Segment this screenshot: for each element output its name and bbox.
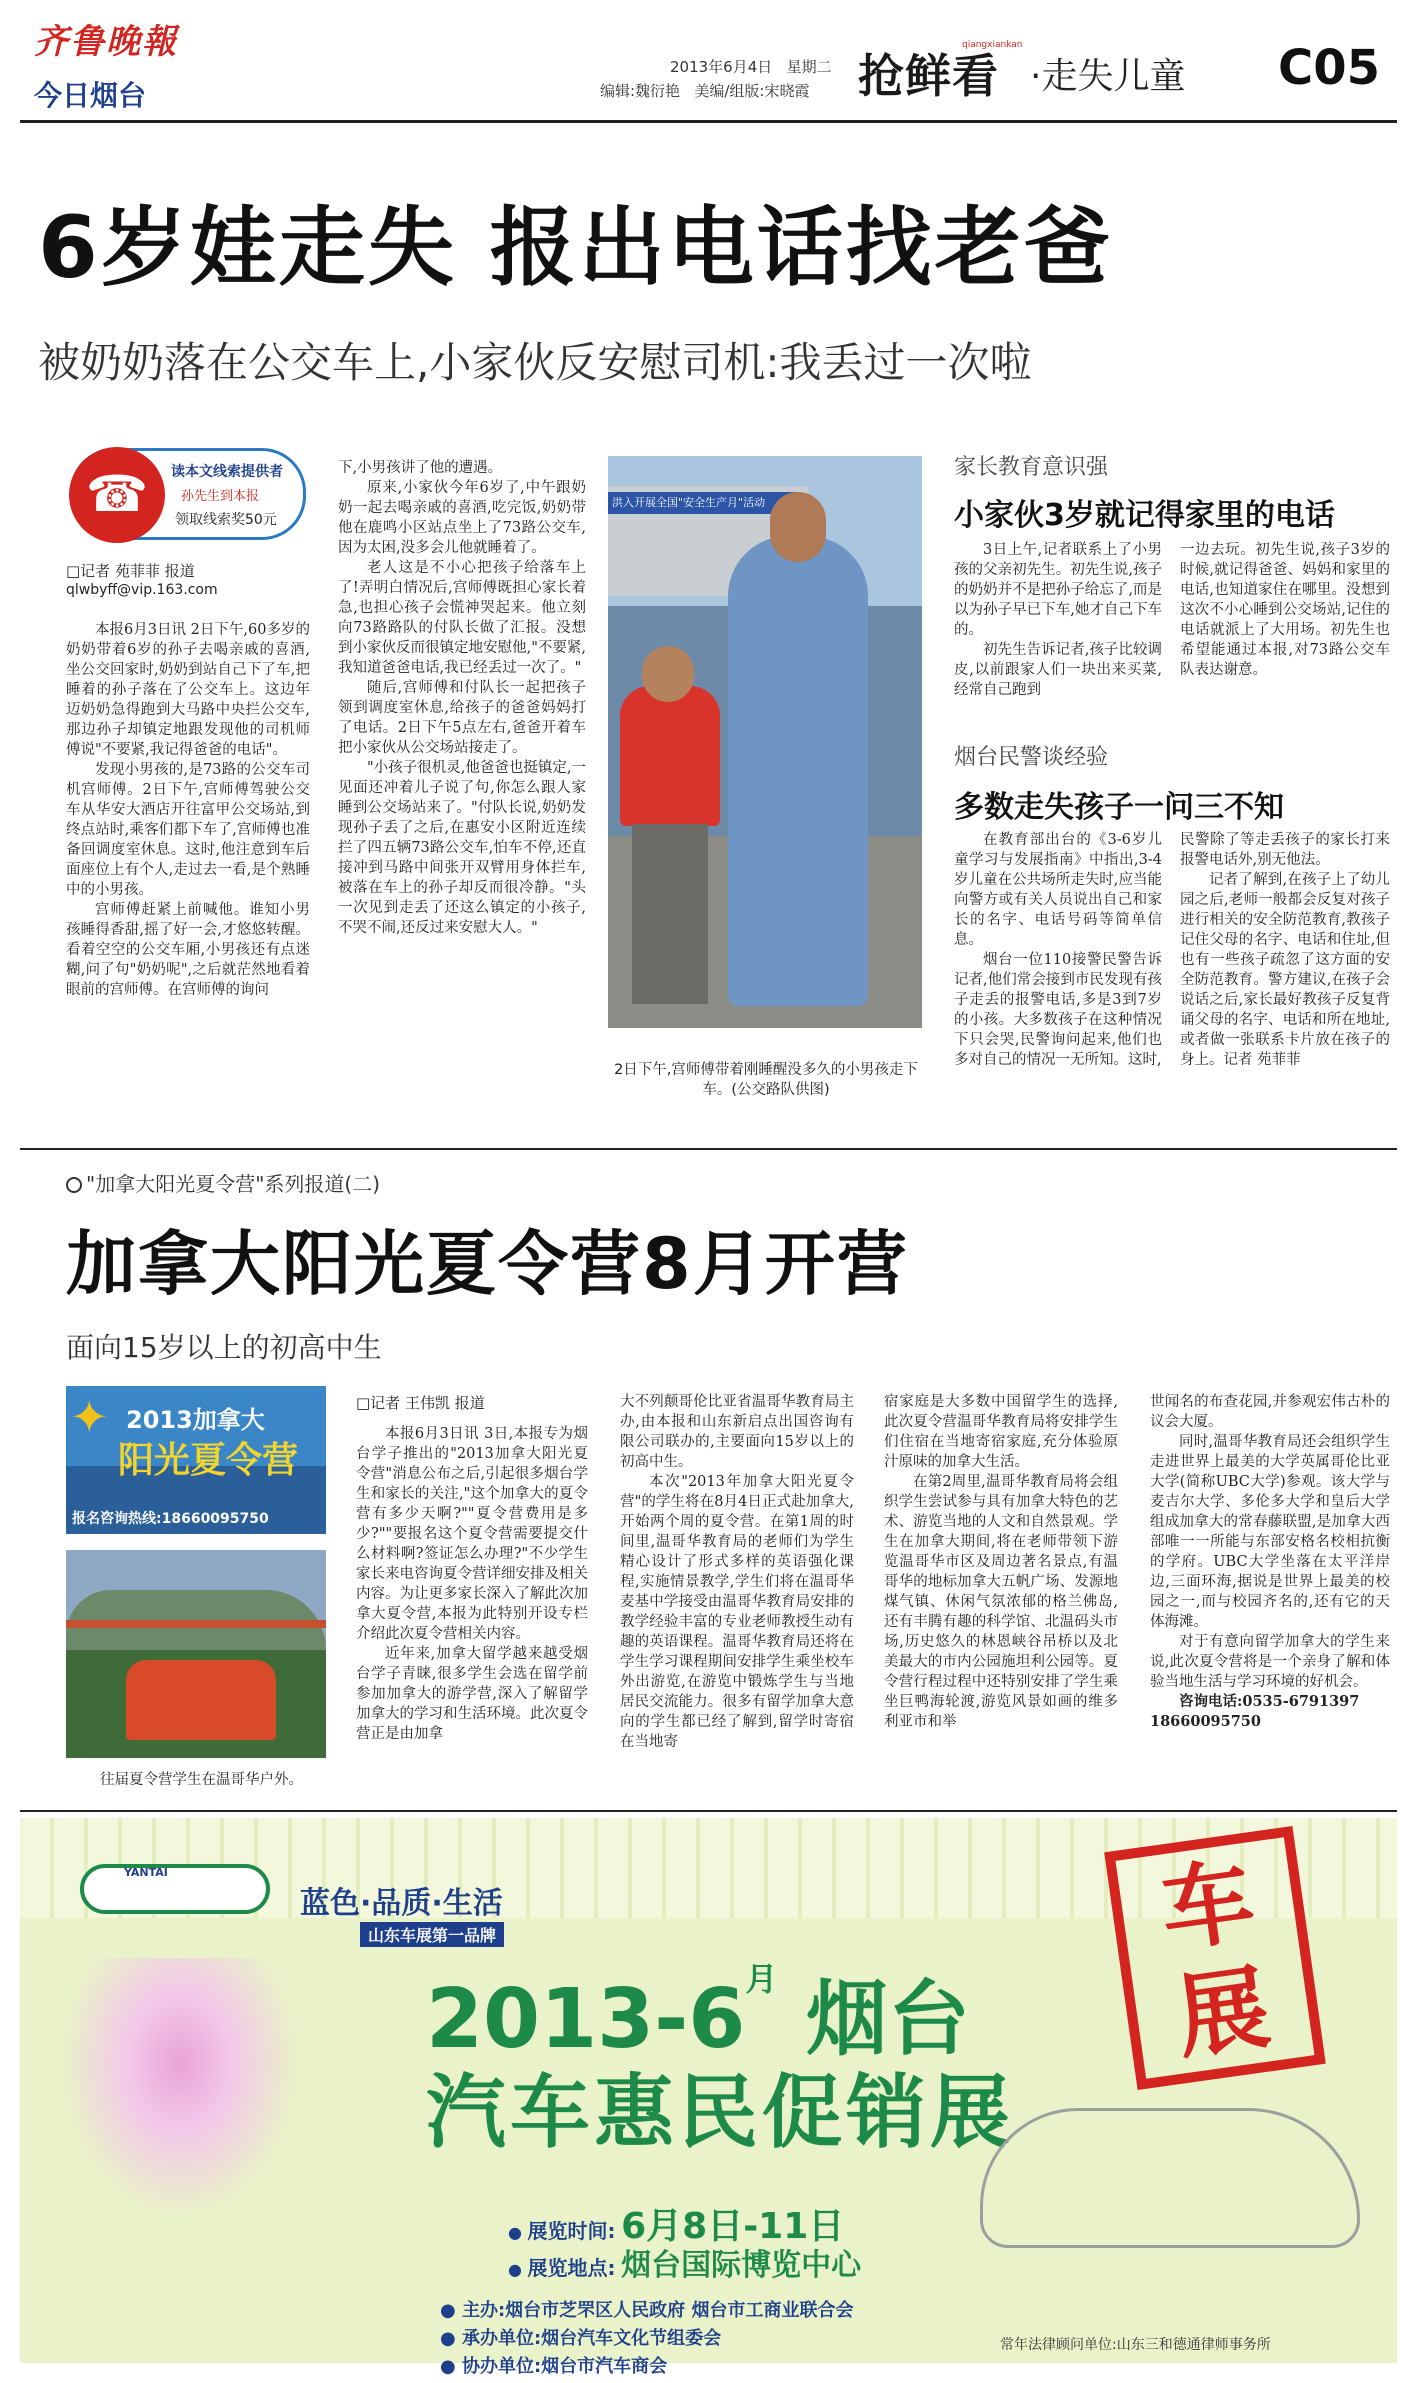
ad-place — [508, 2240, 861, 2284]
paragraph: 本次"2013年加拿大阳光夏令营"的学生将在8月4日正式赴加拿大,开始两个周的夏令营。在第1周的时间里,温哥华教育局的老师们为学生精心设计了形式多样的英语强化课程,实施情景教学,学生们将在温哥华麦基中学接受由温哥华教育局安排的教学经验丰富的专业老师教授生动有趣的英语课程。温哥华教育局还将在学生学习课程期间安排学生乘坐校车外出游览,在游览中锻炼学生与当地居民交流能力。很多有留学加拿大意向的学生都已经了解到,留学时寄宿在当地寄 — [620, 1474, 854, 1750]
section-name: 今日烟台 — [34, 79, 147, 112]
story1-email: qlwbyff@vip.163.com — [66, 582, 218, 598]
paragraph: 大不列颠哥伦比亚省温哥华教育局主办,由本报和山东新启点出国咨询有限公司联办的,主要面向15岁以上的初高中生。 — [620, 1394, 854, 1470]
host-text: 主办:烟台市芝罘区人民政府 烟台市工商业联合会 — [461, 2300, 854, 2321]
contact-phone: 咨询电话:0535-6791397 — [1179, 1693, 1360, 1710]
paragraph: 一边去玩。初先生说,孩子3岁的时候,就记得爸爸、妈妈和家里的电话,也知道家住在哪里。没想到这次不小心睡到公交场站,记住的电话就派上了大用场。初先生也希望能通过本报,对73路公交车队表达谢意。 — [1180, 542, 1390, 678]
story2-subhead: 面向15岁以上的初高中生 — [66, 1331, 382, 1364]
paragraph: 本报6月3日讯 2日下午,60多岁的奶奶带着6岁的孙子去喝亲戚的喜酒,坐公交回家时,奶奶到站自己下了车,把睡着的孙子落在了公交车上。这边年迈奶奶急得跑到大马路中央拦公交车,那边孙子却镇定地跟发现他的司机师傅说"不要紧,我记得爸爸的电话"。 — [66, 622, 310, 758]
ad-top-rule — [20, 1810, 1397, 1812]
hotline-line2: 孙先生到本报 — [181, 489, 260, 504]
photo-man-head — [770, 492, 826, 562]
car-show-stamp — [1104, 1826, 1326, 2090]
story2-photo-caption: 往届夏令营学生在温哥华户外。 — [100, 1772, 303, 1788]
ad-slogan: 蓝色·品质·生活 — [300, 1886, 503, 1921]
story2-column4 — [1150, 1392, 1390, 1732]
photo-bridge — [66, 1620, 326, 1628]
column-logo-pinyin: qiangxiankan — [962, 40, 1023, 50]
paragraph: 3日上午,记者联系上了小男孩的父亲初先生。初先生说,孩子的奶奶并不是把孙子给忘了,而是以为孙子早已下车,她才自己下车的。 — [954, 542, 1162, 638]
story1-byline: □记者 苑菲菲 报道 — [66, 562, 195, 580]
telephone-icon: ☎ — [69, 447, 165, 543]
logo-text: YANTAI — [124, 1866, 168, 1879]
paragraph: 初先生告诉记者,孩子比较调皮,以前跟家人们一块出来买菜,经常自己跑到 — [954, 642, 1162, 698]
paragraph: 世闻名的布查花园,并参观宏伟古朴的议会大厦。 — [1150, 1394, 1390, 1430]
side1-column-a — [954, 540, 1162, 700]
photo-sign: 洪入开展全国"安全生产月"活动 — [608, 492, 798, 514]
paragraph: 同时,温哥华教育局还会组织学生走进世界上最美的大学英属哥伦比亚大学(简称UBC大学)参观。该大学与麦吉尔大学、多伦多大学和皇后大学组成加拿大的常春藤联盟,是加拿大西部唯一一所能与东部安格名校相抗衡的学府。UBC大学坐落在太平洋岸边,三面环海,据说是世界上最美的校园之一,而与校园齐名的,还有它的天体海滩。 — [1150, 1434, 1390, 1630]
co-organizer-text: 协办单位:烟台市汽车商会 — [461, 2356, 668, 2377]
camp-promo-image — [66, 1386, 326, 1534]
story2-column1 — [356, 1424, 588, 1744]
paragraph: 民警除了等走丢孩子的家长打来报警电话外,别无他法。 — [1180, 832, 1390, 868]
paragraph: 烟台一位110接警民警告诉记者,他们常会接到市民发现有孩子走丢的报警电话,多是3到7岁的小孩。大多数孩子在这种情况下只会哭,民警询问起来,他们也多对自己的情况一无所知。这时, — [954, 952, 1162, 1068]
paragraph: 在教育部出台的《3-6岁儿童学习与发展指南》中指出,3-4岁儿童在公共场所走失时,应当能向警方或有关人员说出自己和家长的名字、电话号码等简单信息。 — [954, 832, 1162, 948]
promo-subtitle: 阳光夏令营 — [118, 1440, 299, 1481]
side1-kicker: 家长教育意识强 — [954, 455, 1109, 480]
hotline-badge — [70, 448, 306, 540]
paragraph: 近年来,加拿大留学越来越受烟台学子青睐,很多学生会选在留学前参加加拿大的游学营,深入了解留学加拿大的学习和生活环境。此次夏令营正是由加拿 — [356, 1646, 588, 1742]
place-label: 展览地点: — [527, 2256, 616, 2280]
story2-series-label — [66, 1168, 380, 1197]
promo-phone: 报名咨询热线:18660095750 — [72, 1511, 269, 1527]
bullet-icon: ● — [508, 2260, 522, 2279]
maple-leaf-icon: ✦ — [70, 1390, 109, 1444]
side2-title: 多数走失孩子一问三不知 — [954, 790, 1284, 825]
section-divider — [20, 1148, 1397, 1150]
column-topic: ·走失儿童 — [1030, 56, 1186, 97]
story2-byline: □记者 王伟凯 报道 — [356, 1394, 485, 1412]
designer: 美编/组版:宋晓霞 — [694, 82, 810, 100]
ad-co-organizer: ● 协办单位:烟台市汽车商会 — [440, 2356, 668, 2377]
sun-icon — [66, 1177, 82, 1193]
bullet-icon: ● — [508, 2223, 522, 2242]
editors — [600, 80, 809, 101]
paragraph: 记者了解到,在孩子上了幼儿园之后,老师一般都会反复对孩子进行相关的安全防范教育,教孩子记住父母的名字、电话和住址,但也有一些孩子疏忽了这方面的安全防范教育。警方建议,在孩子会说话之后,家长最好教孩子反复背诵父母的名字、电话和所在地址,或者做一张联系卡片放在孩子的身上。记者 苑菲菲 — [1180, 872, 1390, 1068]
hotline-line1: 读本文线索提供者 — [171, 464, 283, 480]
photo-man — [728, 536, 868, 1006]
photo-group — [126, 1660, 276, 1740]
series-label-text: "加拿大阳光夏令营"系列报道(二) — [86, 1172, 381, 1196]
hotline-line3: 领取线索奖50元 — [175, 512, 277, 528]
ad-legal: 常年法律顾问单位:山东三和德通律师事务所 — [1000, 2337, 1271, 2353]
camp-group-photo — [66, 1550, 326, 1758]
car-outline-graphic — [980, 2108, 1360, 2248]
title-month: 月 — [745, 1960, 778, 1998]
paragraph: 本报6月3日讯 3日,本报专为烟台学子推出的"2013加拿大阳光夏令营"消息公布之后,引起很多烟台学生和家长的关注,"这个加拿大的夏令营有多少天啊?""夏令营费用是多少?""要报名这个夏令营需要提交什么材料啊?签证怎么办理?"不少学生家长来电咨询夏令营详细安排及相关内容。为让更多家长深入了解此次加拿大夏令营,本报为此特别开设专栏介绍此次夏令营相关内容。 — [356, 1426, 588, 1642]
story1-photo — [608, 456, 922, 1028]
side1-column-b — [1180, 540, 1390, 680]
issue-date — [670, 56, 832, 77]
paragraph: 发现小男孩的,是73路的公交车司机宫师傅。2日下午,宫师傅驾驶公交车从华安大酒店开往富甲公交场站,到终点站时,乘客们都下车了,宫师傅也准备回调度室休息。这时,他注意到车后面座位上有个人,走过去一看,是个熟睡中的小男孩。 — [66, 762, 310, 898]
story1-column1 — [66, 620, 310, 1000]
photo-child-head — [642, 646, 694, 702]
contact-mobile: 18660095750 — [1150, 1713, 1261, 1730]
story1-column2 — [338, 458, 586, 938]
ad-host: ● 主办:烟台市芝罘区人民政府 烟台市工商业联合会 — [440, 2300, 854, 2321]
masthead-rule — [20, 120, 1397, 123]
masthead — [0, 0, 1417, 120]
title-year: 2013-6 — [426, 1972, 746, 2067]
side1-title: 小家伙3岁就记得家里的电话 — [954, 498, 1335, 533]
ad-title-line2: 汽车惠民促销展 — [426, 2066, 1014, 2159]
paragraph: 宫师傅赶紧上前喊他。谁知小男孩睡得香甜,摇了好一会,才悠悠转醒。看着空空的公交车厢,小男孩还有点迷糊,问了句"奶奶呢",之后就茫然地看着眼前的宫师傅。在宫师傅的询问 — [66, 902, 310, 998]
editor: 编辑:魏衍艳 — [600, 82, 681, 100]
stamp-text: 车展 — [1154, 1846, 1276, 2073]
paragraph: 宿家庭是大多数中国留学生的选择,此次夏令营温哥华教育局将安排学生们住宿在当地寄宿家庭,充分体验原汁原味的加拿大生活。 — [884, 1394, 1118, 1470]
paragraph: 原来,小家伙今年6岁了,中午跟奶奶一起去喝亲戚的喜酒,吃完饭,奶奶带他在鹿鸣小区站点坐上了73路公交车,因为太困,没多会儿他就睡着了。 — [338, 480, 586, 556]
ad-organizer: ● 承办单位:烟台汽车文化节组委会 — [440, 2328, 722, 2349]
story2-column2 — [620, 1392, 854, 1752]
story1-headline: 6岁娃走失 报出电话找老爸 — [38, 198, 1113, 298]
story1-photo-caption: 2日下午,宫师傅带着刚睡醒没多久的小男孩走下车。(公交路队供图) — [614, 1062, 918, 1098]
story2-headline: 加拿大阳光夏令营8月开营 — [66, 1223, 909, 1305]
side2-column-a — [954, 830, 1162, 1070]
paragraph: "小孩子很机灵,他爸爸也挺镇定,一见面还冲着儿子说了句,你怎么跟人家睡到公交场站来了。"付队长说,奶奶发现孙子丢了之后,在惠安小区附近连续拦了四五辆73路公交车,怕车不停,还直接冲到马路中间张开双臂用身体拦车,被落在车上的孙子却反而很冷静。"头一次见到走丢了还这么镇定的小孩子,不哭不闹,还反过来安慰大人。" — [338, 760, 586, 936]
side2-column-b — [1180, 830, 1390, 1070]
dancer-graphic — [60, 1958, 300, 2218]
ad-subslogan: 山东车展第一品牌 — [360, 1922, 504, 1947]
photo-child — [620, 686, 720, 826]
paragraph: 在第2周里,温哥华教育局将会组织学生尝试参与具有加拿大特色的艺术、游览当地的人文和自然景观。学生在加拿大期间,将在老师带领下游览温哥华市区及周边著名景点,有温哥华的地标加拿大五帆广场、发源地煤气镇、休闲气氛浓郁的格兰佛岛,还有丰腾有趣的科学馆、北温码头市场,历史悠久的林恩峡谷吊桥以及北美最大的市内公园施坦利公园等。夏令营行程过程中还特别安排了学生乘坐巨鸭海轮渡,游览风景如画的维多利亚市和举 — [884, 1474, 1118, 1730]
yantai-logo-icon — [80, 1864, 270, 1914]
title-city: 烟台 — [805, 1972, 970, 2067]
paragraph: 随后,宫师傅和付队长一起把孩子领到调度室休息,给孩子的爸爸妈妈打了电话。2日下午5点左右,爸爸开着车把小家伙从公交场站接走了。 — [338, 680, 586, 756]
place-value: 烟台国际博览中心 — [621, 2248, 862, 2283]
story2-column3 — [884, 1392, 1118, 1732]
paper-name: 齐鲁晚報 — [34, 22, 178, 62]
time-label: 展览时间: — [527, 2219, 616, 2243]
paragraph: 老人这是不小心把孩子给落车上了!弄明白情况后,宫师傅既担心家长着急,也担心孩子会慌神哭起来。他立刻向73路路队的付队长做了汇报。没想到小家伙反而很镇定地安慰他,"不要紧,我知道爸爸电话,我已经丢过一次了。" — [338, 560, 586, 676]
weekday: 星期二 — [786, 58, 832, 76]
time-value: 6月8日-11日 — [621, 2206, 845, 2247]
paragraph: 对于有意向留学加拿大的学生来说,此次夏令营将是一个亲身了解和体验当地生活与学习环境的好机会。 — [1150, 1634, 1390, 1690]
page-number: C05 — [1278, 40, 1381, 96]
paragraph: 下,小男孩讲了他的遭遇。 — [338, 460, 503, 476]
side2-kicker: 烟台民警谈经验 — [954, 745, 1109, 770]
organizer-text: 承办单位:烟台汽车文化节组委会 — [461, 2328, 722, 2349]
car-show-ad — [20, 1818, 1397, 2377]
promo-title: 2013加拿大 — [126, 1406, 265, 1434]
column-logo: 抢鲜看 — [858, 49, 999, 103]
story1-subhead: 被奶奶落在公交车上,小家伙反安慰司机:我丢过一次啦 — [38, 338, 1032, 387]
date: 2013年6月4日 — [670, 58, 773, 76]
photo-child-legs — [632, 824, 708, 1004]
